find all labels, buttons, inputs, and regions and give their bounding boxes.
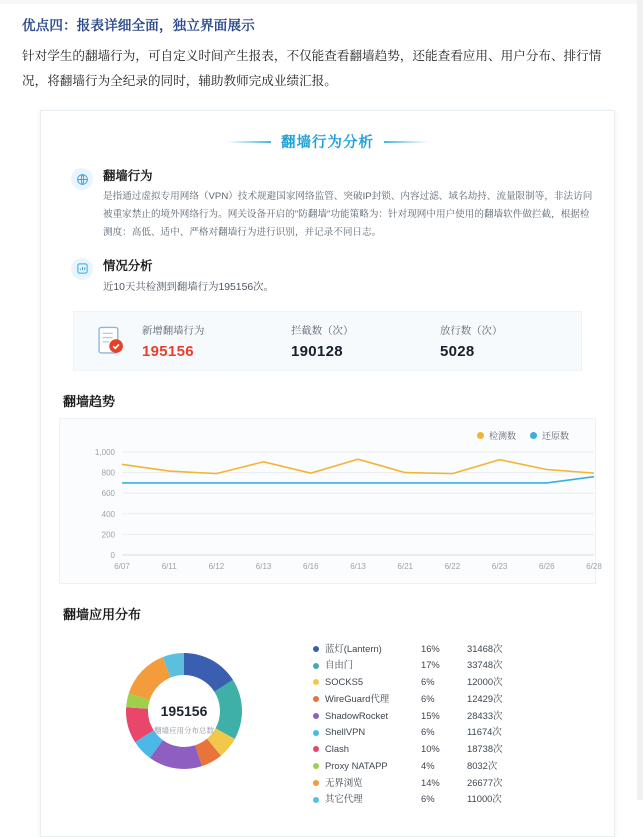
pie-legend-count: 11674次 xyxy=(467,726,502,738)
info-text: 是指通过虚拟专用网络（VPN）技术规避国家网络监管、突破IP封锁、内容过滤、域名劫持、流量限制等，非法访问被重家禁止的境外网络行为。网关设备开启的"防翻墙"功能策略为：针对现网中用户使用的翻墙软件做拦截，根据检测度：高低、适中、严格对翻墙行为进行识别，并记录不同日志。 xyxy=(103,191,593,238)
info-head: 情况分析 xyxy=(103,258,153,273)
pie-legend-percent: 16% xyxy=(421,642,440,654)
x-tick-label: 6/21 xyxy=(397,561,413,571)
report-doc-icon xyxy=(92,322,130,360)
pie-legend-dot xyxy=(313,679,319,685)
y-tick-label: 1,000 xyxy=(94,447,115,457)
pie-legend-row[interactable] xyxy=(313,674,596,691)
y-tick-label: 800 xyxy=(101,468,115,478)
legend-label: 还原数 xyxy=(541,430,569,441)
pie-legend-label: ShellVPN xyxy=(325,726,366,738)
intro-paragraph: 针对学生的翻墙行为，可自定义时间产生报表，不仅能查看翻墙趋势，还能查看应用、用户分布、排行情况，将翻墙行为全纪录的同时，辅助教师完成业绩汇报。 xyxy=(22,49,602,89)
stat-new-behavior xyxy=(136,322,275,360)
pie-legend-count: 28433次 xyxy=(467,709,503,721)
trend-section-title: 翻墙趋势 xyxy=(63,393,116,409)
pie-legend-dot xyxy=(313,663,319,669)
pie-legend-count: 18738次 xyxy=(467,743,503,755)
trend-chart xyxy=(59,418,602,584)
pie-legend-count: 12000次 xyxy=(467,676,503,688)
pie-legend-count: 11000次 xyxy=(467,793,502,805)
x-tick-label: 6/13 xyxy=(350,561,366,571)
pie-legend-row[interactable] xyxy=(313,758,596,775)
pie-legend-percent: 6% xyxy=(421,793,435,805)
x-tick-label: 6/11 xyxy=(161,561,177,571)
pie-legend-label: WireGuard代理 xyxy=(325,692,390,704)
info-block-behavior xyxy=(71,166,596,241)
pie-slice[interactable] xyxy=(129,657,171,700)
analysis-icon xyxy=(71,258,93,280)
info-head: 翻墙行为 xyxy=(103,169,153,184)
trend-plot xyxy=(70,444,610,579)
pie-center-value: 195156 xyxy=(160,702,208,719)
pie-legend-row[interactable] xyxy=(313,708,596,725)
stat-label: 新增翻墙行为 xyxy=(142,325,205,337)
legend-dot xyxy=(530,432,537,439)
legend-item-detected[interactable] xyxy=(477,429,516,442)
stats-strip xyxy=(73,311,582,371)
info-block-analysis xyxy=(71,256,596,297)
pie-legend-label: Proxy NATAPP xyxy=(325,759,388,771)
globe-icon xyxy=(71,168,93,190)
y-tick-label: 400 xyxy=(101,509,115,519)
x-tick-label: 6/12 xyxy=(208,561,225,571)
stat-value: 195156 xyxy=(142,342,194,360)
legend-dot xyxy=(477,432,484,439)
legend-item-restored[interactable] xyxy=(530,429,569,442)
y-tick-label: 200 xyxy=(101,530,115,540)
pie-legend-percent: 6% xyxy=(421,692,435,704)
pie-legend-label: ShadowRocket xyxy=(325,709,389,721)
series-line-还原数 xyxy=(122,477,594,483)
x-tick-label: 6/16 xyxy=(303,561,319,571)
pie-legend-percent: 6% xyxy=(421,726,435,738)
series-line-检测数 xyxy=(122,459,594,473)
pie-legend-count: 8032次 xyxy=(467,759,498,771)
pie-legend-percent: 10% xyxy=(421,743,440,755)
pie-legend-dot xyxy=(313,763,319,769)
pie-legend-dot xyxy=(313,696,319,702)
pie-legend-count: 12429次 xyxy=(467,692,503,704)
pie-legend-row[interactable] xyxy=(313,691,596,708)
pie-legend-percent: 14% xyxy=(421,776,440,788)
pie-legend-label: 蓝灯(Lantern) xyxy=(325,642,382,654)
section-title: 优点四：报表详细全面，独立界面展示 xyxy=(22,18,255,33)
report-card xyxy=(40,110,615,836)
x-tick-label: 6/22 xyxy=(444,561,461,571)
page-right-edge xyxy=(637,0,643,800)
pie-legend-dot xyxy=(313,780,319,786)
pie-legend-row[interactable] xyxy=(313,741,596,758)
pie-section-title: 翻墙应用分布 xyxy=(63,606,142,622)
y-tick-label: 0 xyxy=(110,550,115,560)
y-tick-label: 600 xyxy=(101,489,115,499)
pie-legend-percent: 6% xyxy=(421,676,435,688)
stat-allowed xyxy=(424,322,573,360)
stat-blocked xyxy=(275,322,424,360)
pie-legend xyxy=(309,641,596,808)
card-title: 翻墙行为分析 xyxy=(281,135,374,152)
pie-legend-label: 其它代理 xyxy=(325,793,363,805)
pie-legend-count: 26677次 xyxy=(467,776,503,788)
pie-center-label: 翻墙应用分布总数 xyxy=(154,725,214,735)
stat-label: 拦截数（次） xyxy=(291,325,354,337)
x-tick-label: 6/26 xyxy=(539,561,555,571)
info-text: 近10天共检测到翻墙行为195156次。 xyxy=(103,281,274,293)
pie-legend-dot xyxy=(313,730,319,736)
pie-legend-percent: 17% xyxy=(421,659,440,671)
pie-legend-row[interactable] xyxy=(313,641,596,658)
title-rule-left xyxy=(227,141,271,143)
pie-legend-count: 33748次 xyxy=(467,659,503,671)
pie-legend-label: SOCKS5 xyxy=(325,676,364,688)
title-rule-right xyxy=(384,141,428,143)
x-tick-label: 6/28 xyxy=(586,561,602,571)
pie-legend-count: 31468次 xyxy=(467,642,503,654)
pie-legend-row[interactable] xyxy=(313,657,596,674)
pie-legend-percent: 4% xyxy=(421,759,435,771)
pie-legend-label: Clash xyxy=(325,743,349,755)
page-top-edge xyxy=(0,0,643,4)
x-tick-label: 6/23 xyxy=(491,561,508,571)
x-tick-label: 6/13 xyxy=(255,561,272,571)
legend-label: 检测数 xyxy=(488,430,516,441)
pie-donut-wrap xyxy=(59,637,309,812)
pie-chart xyxy=(59,631,596,818)
pie-legend-label: 自由门 xyxy=(325,659,354,671)
pie-legend-row[interactable] xyxy=(313,775,596,792)
pie-legend-dot xyxy=(313,713,319,719)
pie-legend-label: 无界浏览 xyxy=(325,776,363,788)
stat-value: 5028 xyxy=(440,342,475,360)
pie-legend-dot xyxy=(313,746,319,752)
trend-legend xyxy=(70,427,585,444)
x-tick-label: 6/07 xyxy=(114,561,130,571)
pie-legend-percent: 15% xyxy=(421,709,440,721)
card-title-wrap xyxy=(59,131,596,152)
pie-legend-dot xyxy=(313,646,319,652)
stat-label: 放行数（次） xyxy=(440,325,503,337)
stat-value: 190128 xyxy=(291,342,343,360)
pie-legend-row[interactable] xyxy=(313,724,596,741)
